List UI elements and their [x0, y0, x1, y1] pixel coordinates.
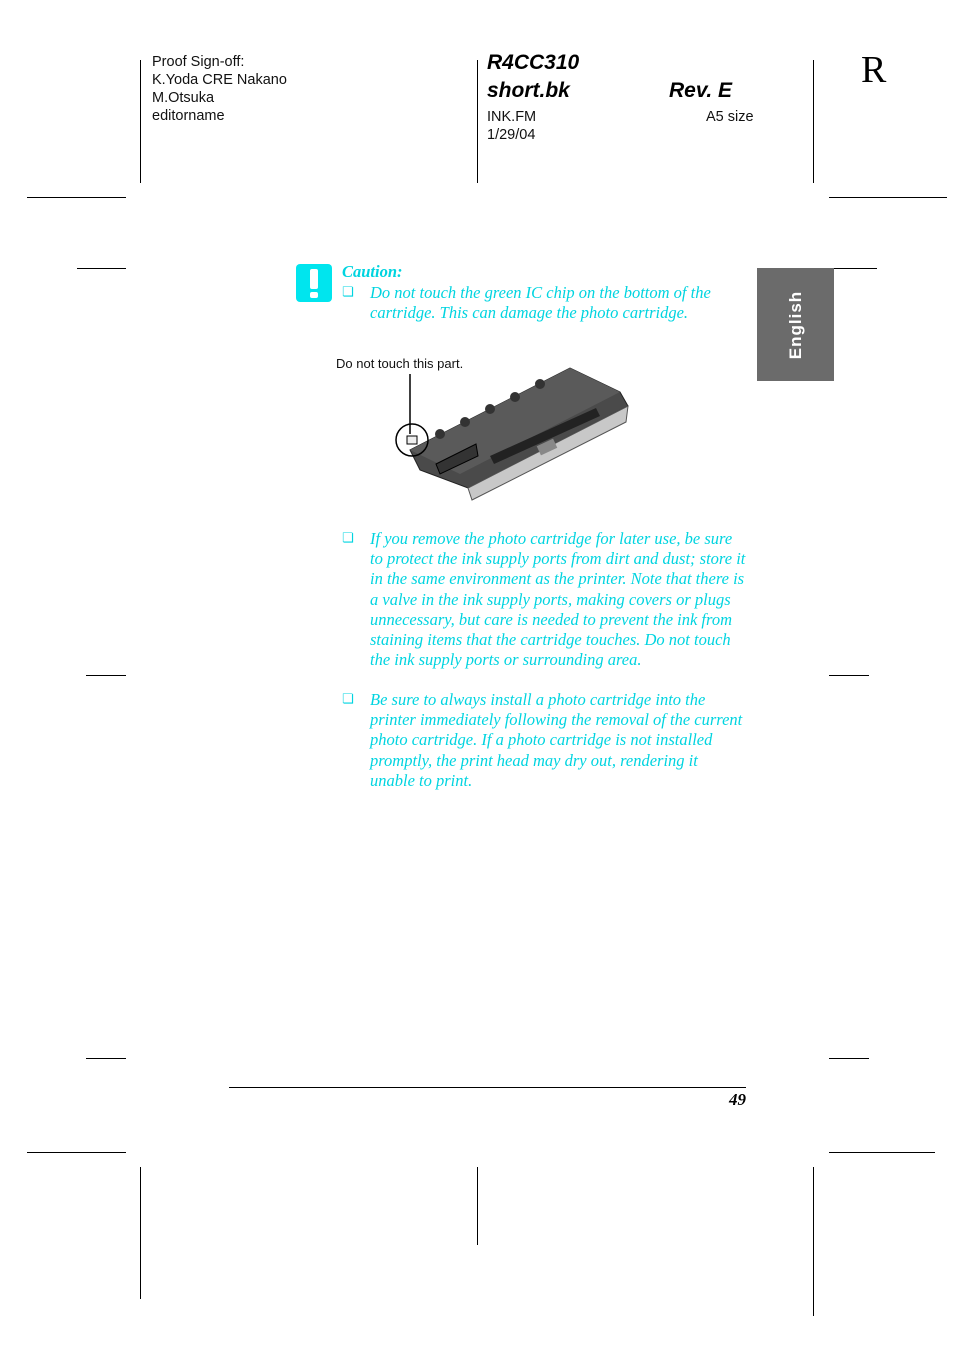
crop-mark: [829, 1058, 869, 1059]
crop-mark: [27, 1152, 126, 1153]
revision-label: Rev. E: [669, 79, 733, 102]
caution-item: If you remove the photo cartridge for later use, be sure to protect the ink supply ports from dirt and dust; store it in the same environment as the printer. Note that there is a valve in the ink supply ports, making covers or plugs unnecessary, but care is needed to prevent the ink from staining items that the cartridge touches. Do not touch the ink supply ports or surrounding area.: [370, 529, 746, 670]
proof-line: editorname: [152, 108, 225, 124]
crop-mark: [77, 268, 126, 269]
file-date: 1/29/04: [487, 127, 536, 143]
crop-mark: [813, 1167, 814, 1316]
crop-mark: [813, 60, 814, 183]
caution-title: Caution:: [342, 262, 403, 281]
crop-mark: [140, 1167, 141, 1299]
doc-title-line2: short.bk: [487, 79, 570, 102]
proof-signoff: [152, 53, 287, 125]
bullet-icon: ❏: [342, 531, 354, 546]
language-tab: [757, 268, 834, 381]
crop-mark: [86, 1058, 126, 1059]
cartridge-illustration: [380, 360, 640, 510]
page-number: 49: [729, 1090, 746, 1109]
figure-label: Do not touch this part.: [336, 356, 464, 371]
crop-mark: [829, 197, 947, 198]
caution-icon: [296, 264, 332, 302]
crop-mark: [829, 675, 869, 676]
proof-line: Proof Sign-off:: [152, 54, 245, 70]
crop-mark: [86, 675, 126, 676]
file-name: INK.FM: [487, 109, 537, 125]
doc-title-line1: R4CC310: [487, 51, 580, 74]
page-size: A5 size: [706, 109, 754, 125]
crop-mark: [27, 197, 126, 198]
crop-mark: [477, 60, 478, 183]
caution-item: Be sure to always install a photo cartridge into the printer immediately following the removal of the current photo cartridge. If a photo cartridge is not installed promptly, the print head may dry out, rendering it unable to print.: [370, 690, 743, 790]
crop-mark: [477, 1167, 478, 1245]
proof-line: M.Otsuka: [152, 90, 215, 106]
crop-mark: [834, 268, 877, 269]
crop-mark: [829, 1152, 935, 1153]
caution-item: Do not touch the green IC chip on the bottom of the cartridge. This can damage the photo cartridge.: [370, 283, 711, 323]
language-tab-label: English: [785, 290, 805, 359]
crop-mark: [140, 60, 141, 183]
footer-rule: [229, 1087, 746, 1088]
corner-letter: R: [861, 49, 887, 91]
bullet-icon: ❏: [342, 285, 354, 300]
proof-line: K.Yoda CRE Nakano: [152, 72, 287, 88]
bullet-icon: ❏: [342, 692, 354, 707]
